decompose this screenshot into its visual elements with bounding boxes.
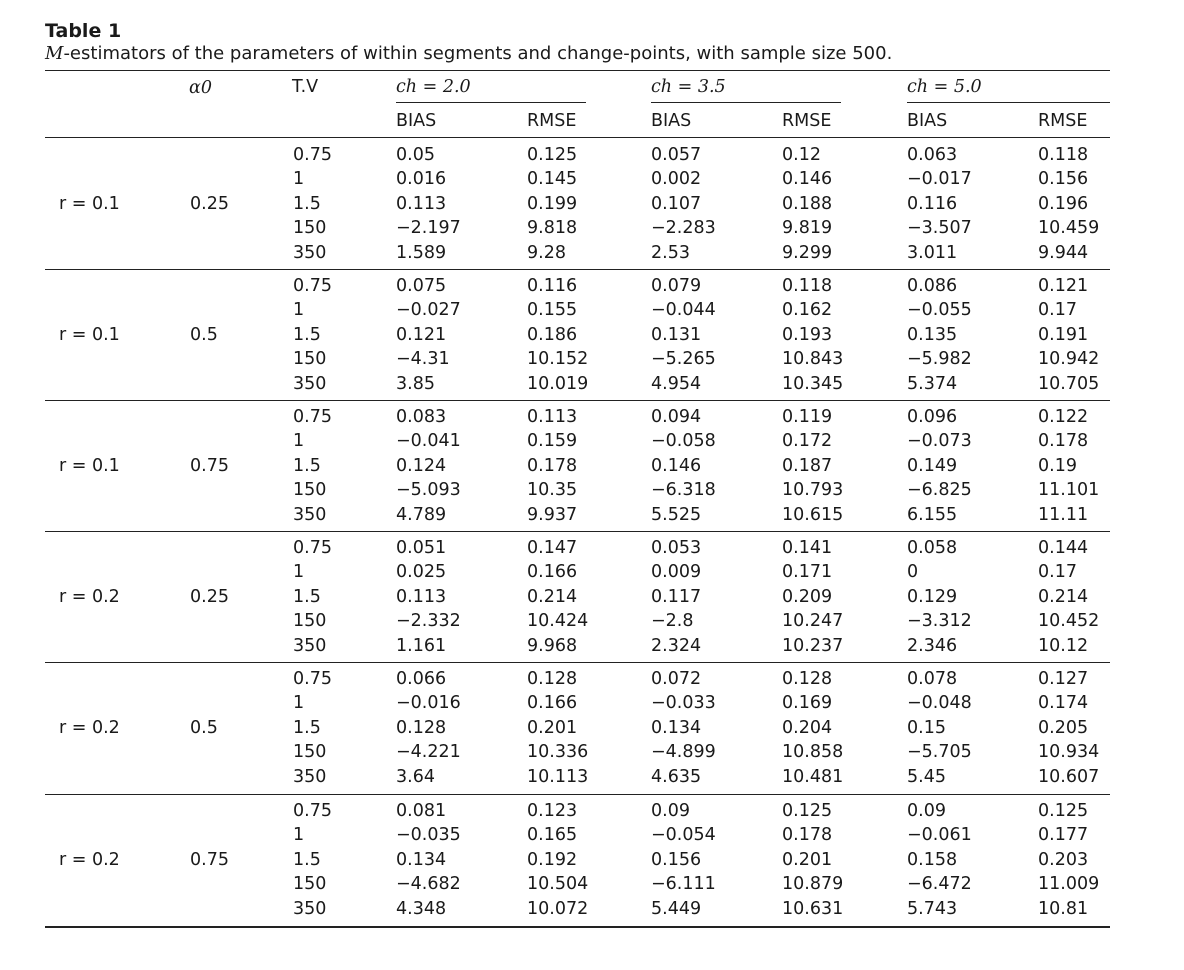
table-cell: 0.135 — [907, 324, 958, 345]
bias-column — [907, 405, 972, 527]
table-cell: 0.066 — [396, 669, 447, 689]
bias-column — [907, 274, 972, 396]
header-tv: T.V — [292, 77, 319, 97]
table-cell: 0.053 — [651, 538, 702, 558]
header-rmse-1: RMSE — [527, 111, 577, 131]
table-cell: 0.122 — [1038, 407, 1089, 427]
table-cell: 3.64 — [396, 766, 435, 787]
tv-cell: 0.75 — [293, 669, 332, 689]
table-cell: 6.155 — [907, 504, 958, 525]
table-cell: −0.054 — [651, 825, 716, 846]
table-cell: −5.093 — [396, 480, 461, 501]
table-cell: 0.192 — [527, 849, 578, 870]
table-cell: 0.113 — [396, 586, 447, 607]
table-cell: 0.171 — [782, 562, 833, 583]
table-cell: 0.214 — [1038, 586, 1089, 607]
row-group-r-label: r = 0.1 — [59, 455, 120, 476]
row-group-r-label: r = 0.2 — [59, 849, 120, 870]
table-cell: 0.016 — [396, 169, 447, 190]
table-cell: −0.041 — [396, 431, 461, 452]
table-cell: 0.118 — [782, 276, 833, 296]
table-cell: 0.205 — [1038, 717, 1089, 738]
header-group-3: ch = 5.0 — [907, 77, 982, 97]
row-group-r-label: r = 0.2 — [59, 586, 120, 607]
table-cell: 10.113 — [527, 766, 589, 787]
table-cell: −6.111 — [651, 874, 716, 895]
table-cell: 10.615 — [782, 504, 844, 525]
table-cell: 10.237 — [782, 635, 844, 656]
bias-column — [907, 799, 972, 921]
row-group-alpha: 0.5 — [190, 324, 218, 345]
table-caption — [45, 20, 892, 66]
table-cell: 10.607 — [1038, 766, 1100, 787]
top-rule — [45, 70, 1110, 71]
table-cell: −3.507 — [907, 218, 972, 239]
bias-column — [651, 274, 716, 396]
tv-cell: 1 — [293, 169, 305, 190]
rmse-column — [1038, 274, 1099, 396]
table-cell: 0.162 — [782, 300, 833, 321]
table-cell: 11.009 — [1038, 874, 1100, 895]
rmse-column — [527, 667, 588, 789]
table-cell: 0.123 — [527, 801, 578, 821]
table-cell: 0.172 — [782, 431, 833, 452]
tv-column — [293, 799, 332, 921]
block-divider — [45, 794, 1110, 795]
tv-cell: 1.5 — [293, 717, 321, 738]
table-cell: 10.019 — [527, 373, 589, 394]
table-cell: 10.934 — [1038, 742, 1100, 763]
block-divider — [45, 400, 1110, 401]
table-cell: 0.178 — [782, 825, 833, 846]
row-group-alpha: 0.25 — [190, 586, 229, 607]
table-cell: 0.113 — [396, 193, 447, 214]
table-cell: 0.174 — [1038, 693, 1089, 714]
table-cell: 1.589 — [396, 242, 447, 263]
rmse-column — [1038, 143, 1099, 265]
table-cell: 0.09 — [907, 801, 946, 821]
tv-cell: 0.75 — [293, 407, 332, 427]
header-rule — [45, 137, 1110, 138]
table-cell: 10.843 — [782, 349, 844, 370]
header-group-1: ch = 2.0 — [396, 77, 471, 97]
table-cell: 0.128 — [396, 717, 447, 738]
table-cell: 0 — [907, 562, 919, 583]
tv-cell: 350 — [293, 242, 327, 263]
table-cell: 0.063 — [907, 145, 958, 165]
tv-cell: 0.75 — [293, 538, 332, 558]
table-cell: 0.129 — [907, 586, 958, 607]
bias-column — [651, 405, 716, 527]
tv-cell: 150 — [293, 349, 327, 370]
rmse-column — [782, 143, 832, 265]
table-cell: 0.149 — [907, 455, 958, 476]
table-cell: 10.481 — [782, 766, 844, 787]
table-cell: 0.156 — [1038, 169, 1089, 190]
caption-rest: -estimators of the parameters of within segments and change-points, with sample size 500. — [63, 43, 893, 64]
table-cell: 0.078 — [907, 669, 958, 689]
table-cell: 10.152 — [527, 349, 589, 370]
tv-cell: 1.5 — [293, 455, 321, 476]
tv-column — [293, 536, 332, 658]
table-cell: 0.201 — [782, 849, 833, 870]
bias-column — [396, 799, 461, 921]
tv-cell: 1 — [293, 693, 305, 714]
table-cell: 0.144 — [1038, 538, 1089, 558]
table-cell: 0.178 — [1038, 431, 1089, 452]
table-cell: 9.28 — [527, 242, 566, 263]
table-cell: 0.051 — [396, 538, 447, 558]
bias-column — [396, 536, 461, 658]
bias-column — [396, 405, 461, 527]
table-cell: 10.424 — [527, 611, 589, 632]
rmse-column — [527, 143, 577, 265]
table-cell: 3.85 — [396, 373, 435, 394]
rmse-column — [782, 667, 843, 789]
table-cell: 0.178 — [527, 455, 578, 476]
header-bias-3: BIAS — [907, 111, 948, 131]
tv-cell: 350 — [293, 373, 327, 394]
table-cell: 0.131 — [651, 324, 702, 345]
table-cell: 4.348 — [396, 898, 447, 919]
table-cell: −0.016 — [396, 693, 461, 714]
table-cell: 0.145 — [527, 169, 578, 190]
table-cell: 0.166 — [527, 562, 578, 583]
table-cell: −0.044 — [651, 300, 716, 321]
tv-cell: 1.5 — [293, 586, 321, 607]
table-cell: −0.017 — [907, 169, 972, 190]
table-cell: 0.166 — [527, 693, 578, 714]
header-rmse-3: RMSE — [1038, 111, 1088, 131]
table-cell: 0.116 — [907, 193, 958, 214]
table-cell: 0.128 — [782, 669, 833, 689]
table-cell: 0.17 — [1038, 562, 1077, 583]
block-divider — [45, 531, 1110, 532]
tv-column — [293, 405, 332, 527]
table-cell: 10.452 — [1038, 611, 1100, 632]
tv-cell: 0.75 — [293, 276, 332, 296]
table-cell: 0.025 — [396, 562, 447, 583]
table-cell: 0.191 — [1038, 324, 1089, 345]
table-cell: −0.035 — [396, 825, 461, 846]
table-cell: 0.125 — [782, 801, 833, 821]
table-cell: 11.101 — [1038, 480, 1100, 501]
table-cell: 0.204 — [782, 717, 833, 738]
table-cell: 0.188 — [782, 193, 833, 214]
table-cell: 0.201 — [527, 717, 578, 738]
table-cell: 10.459 — [1038, 218, 1100, 239]
table-cell: 3.011 — [907, 242, 958, 263]
tv-cell: 150 — [293, 742, 327, 763]
tv-column — [293, 274, 332, 396]
row-group-r-label: r = 0.2 — [59, 717, 120, 738]
table-cell: 9.819 — [782, 218, 833, 239]
table-cell: 0.134 — [396, 849, 447, 870]
table-cell: 0.096 — [907, 407, 958, 427]
tv-cell: 350 — [293, 504, 327, 525]
table-cell: 1.161 — [396, 635, 447, 656]
table-cell: 11.11 — [1038, 504, 1089, 525]
table-cell: 4.635 — [651, 766, 702, 787]
caption-italic: M — [45, 43, 64, 64]
header-rmse-2: RMSE — [782, 111, 832, 131]
table-cell: 0.057 — [651, 145, 702, 165]
row-group-r-label: r = 0.1 — [59, 193, 120, 214]
tv-cell: 1 — [293, 562, 305, 583]
bias-column — [651, 536, 701, 658]
tv-cell: 350 — [293, 898, 327, 919]
table-cell: 0.147 — [527, 538, 578, 558]
table-cell: −3.312 — [907, 611, 972, 632]
table-cell: 0.116 — [527, 276, 578, 296]
rmse-column — [527, 536, 588, 658]
table-cell: −6.318 — [651, 480, 716, 501]
table-cell: 4.789 — [396, 504, 447, 525]
rmse-column — [782, 274, 843, 396]
table-cell: 0.159 — [527, 431, 578, 452]
block-divider — [45, 269, 1110, 270]
table-cell: −2.8 — [651, 611, 694, 632]
table-cell: −4.31 — [396, 349, 450, 370]
table-cell: 10.705 — [1038, 373, 1100, 394]
rmse-column — [1038, 799, 1099, 921]
bias-column — [651, 799, 716, 921]
table-cell: 0.121 — [1038, 276, 1089, 296]
rmse-column — [527, 405, 577, 527]
table-cell: 0.125 — [527, 145, 578, 165]
caption-text — [45, 42, 892, 66]
table-cell: −5.265 — [651, 349, 716, 370]
table-cell: 10.858 — [782, 742, 844, 763]
header-bias-2: BIAS — [651, 111, 692, 131]
table-cell: 10.504 — [527, 874, 589, 895]
table-cell: 0.209 — [782, 586, 833, 607]
rmse-column — [1038, 667, 1099, 789]
table-cell: 0.17 — [1038, 300, 1077, 321]
table-cell: 0.158 — [907, 849, 958, 870]
table-cell: 9.299 — [782, 242, 833, 263]
table-cell: 0.083 — [396, 407, 447, 427]
table-cell: 2.53 — [651, 242, 690, 263]
table-cell: 10.81 — [1038, 898, 1089, 919]
bias-column — [396, 667, 461, 789]
group-rule-2 — [651, 102, 841, 103]
table-cell: −0.027 — [396, 300, 461, 321]
row-group-r-label: r = 0.1 — [59, 324, 120, 345]
table-cell: 0.094 — [651, 407, 702, 427]
table-cell: 0.19 — [1038, 455, 1077, 476]
table-cell: −0.048 — [907, 693, 972, 714]
table-cell: 5.449 — [651, 898, 702, 919]
table-cell: −0.055 — [907, 300, 972, 321]
table-cell: 0.124 — [396, 455, 447, 476]
rmse-column — [782, 536, 843, 658]
tv-cell: 150 — [293, 218, 327, 239]
table-cell: −5.705 — [907, 742, 972, 763]
table-cell: 2.324 — [651, 635, 702, 656]
table-cell: 0.118 — [1038, 145, 1089, 165]
table-cell: 9.944 — [1038, 242, 1089, 263]
table-cell: 0.113 — [527, 407, 578, 427]
tv-cell: 0.75 — [293, 145, 332, 165]
table-cell: −6.472 — [907, 874, 972, 895]
table-cell: −0.061 — [907, 825, 972, 846]
table-cell: 0.002 — [651, 169, 702, 190]
table-cell: 0.127 — [1038, 669, 1089, 689]
table-cell: 0.079 — [651, 276, 702, 296]
table-cell: 0.214 — [527, 586, 578, 607]
table-cell: 10.35 — [527, 480, 578, 501]
table-cell: 10.345 — [782, 373, 844, 394]
bias-column — [396, 143, 461, 265]
header-bias-1: BIAS — [396, 111, 437, 131]
rmse-column — [1038, 536, 1099, 658]
block-divider — [45, 662, 1110, 663]
tv-cell: 1 — [293, 300, 305, 321]
table-cell: 0.199 — [527, 193, 578, 214]
rmse-column — [527, 799, 588, 921]
table-cell: 0.107 — [651, 193, 702, 214]
table-cell: 10.879 — [782, 874, 844, 895]
row-group-alpha: 0.75 — [190, 849, 229, 870]
table-cell: 0.12 — [782, 145, 821, 165]
bias-column — [651, 143, 716, 265]
table-cell: 9.937 — [527, 504, 578, 525]
tv-column — [293, 667, 332, 789]
table-cell: 0.119 — [782, 407, 833, 427]
tv-column — [293, 143, 332, 265]
bias-column — [396, 274, 461, 396]
table-cell: 0.09 — [651, 801, 690, 821]
table-cell: −0.058 — [651, 431, 716, 452]
bias-column — [651, 667, 716, 789]
tv-cell: 1.5 — [293, 849, 321, 870]
table-cell: 2.346 — [907, 635, 958, 656]
table-cell: 0.075 — [396, 276, 447, 296]
table-cell: 0.081 — [396, 801, 447, 821]
header-alpha: α0 — [189, 78, 212, 98]
rmse-column — [527, 274, 588, 396]
table-cell: 5.525 — [651, 504, 702, 525]
row-group-alpha: 0.75 — [190, 455, 229, 476]
table-cell: 0.072 — [651, 669, 702, 689]
table-cell: 0.125 — [1038, 801, 1089, 821]
group-rule-3 — [907, 102, 1110, 103]
table-cell: 0.117 — [651, 586, 702, 607]
table-cell: 0.165 — [527, 825, 578, 846]
table-cell: 0.134 — [651, 717, 702, 738]
header-group-2: ch = 3.5 — [651, 77, 726, 97]
table-cell: 5.743 — [907, 898, 958, 919]
tv-cell: 1 — [293, 431, 305, 452]
table-cell: −0.073 — [907, 431, 972, 452]
table-cell: 0.177 — [1038, 825, 1089, 846]
table-cell: 5.45 — [907, 766, 946, 787]
row-group-alpha: 0.5 — [190, 717, 218, 738]
table-cell: 0.155 — [527, 300, 578, 321]
table-cell: −6.825 — [907, 480, 972, 501]
table-cell: 0.15 — [907, 717, 946, 738]
bias-column — [907, 536, 972, 658]
table-cell: 10.793 — [782, 480, 844, 501]
table-cell: −5.982 — [907, 349, 972, 370]
table-cell: 0.05 — [396, 145, 435, 165]
table-cell: 0.203 — [1038, 849, 1089, 870]
table-cell: 0.146 — [651, 455, 702, 476]
table-cell: 10.072 — [527, 898, 589, 919]
tv-cell: 1.5 — [293, 193, 321, 214]
table-cell: 10.12 — [1038, 635, 1089, 656]
rmse-column — [782, 405, 843, 527]
table-cell: 10.942 — [1038, 349, 1100, 370]
table-cell: −0.033 — [651, 693, 716, 714]
tv-cell: 0.75 — [293, 801, 332, 821]
table-cell: 0.128 — [527, 669, 578, 689]
tv-cell: 1 — [293, 825, 305, 846]
table-cell: 10.247 — [782, 611, 844, 632]
rmse-column — [1038, 405, 1099, 527]
tv-cell: 150 — [293, 611, 327, 632]
tv-cell: 1.5 — [293, 324, 321, 345]
table-cell: 0.086 — [907, 276, 958, 296]
table-cell: 0.058 — [907, 538, 958, 558]
table-cell: 0.193 — [782, 324, 833, 345]
table-cell: −2.197 — [396, 218, 461, 239]
table-cell: 0.156 — [651, 849, 702, 870]
table-cell: 0.141 — [782, 538, 833, 558]
bias-column — [907, 667, 972, 789]
table-cell: 10.336 — [527, 742, 589, 763]
tv-cell: 350 — [293, 766, 327, 787]
bottom-rule — [45, 926, 1110, 928]
tv-cell: 150 — [293, 480, 327, 501]
table-cell: 0.186 — [527, 324, 578, 345]
table-cell: 10.631 — [782, 898, 844, 919]
table-cell: 0.169 — [782, 693, 833, 714]
table-cell: 0.009 — [651, 562, 702, 583]
table-cell: 0.146 — [782, 169, 833, 190]
table-cell: −2.332 — [396, 611, 461, 632]
table-cell: −4.899 — [651, 742, 716, 763]
table-cell: −2.283 — [651, 218, 716, 239]
table-cell: 4.954 — [651, 373, 702, 394]
tv-cell: 350 — [293, 635, 327, 656]
table-cell: 9.968 — [527, 635, 578, 656]
rmse-column — [782, 799, 843, 921]
table-cell: 0.196 — [1038, 193, 1089, 214]
table-cell: 5.374 — [907, 373, 958, 394]
group-rule-1 — [396, 102, 586, 103]
table-cell: 0.187 — [782, 455, 833, 476]
table-cell: 9.818 — [527, 218, 578, 239]
table-cell: −4.221 — [396, 742, 461, 763]
row-group-alpha: 0.25 — [190, 193, 229, 214]
tv-cell: 150 — [293, 874, 327, 895]
bias-column — [907, 143, 972, 265]
table-cell: 0.121 — [396, 324, 447, 345]
table-label: Table 1 — [45, 20, 122, 42]
table-cell: −4.682 — [396, 874, 461, 895]
